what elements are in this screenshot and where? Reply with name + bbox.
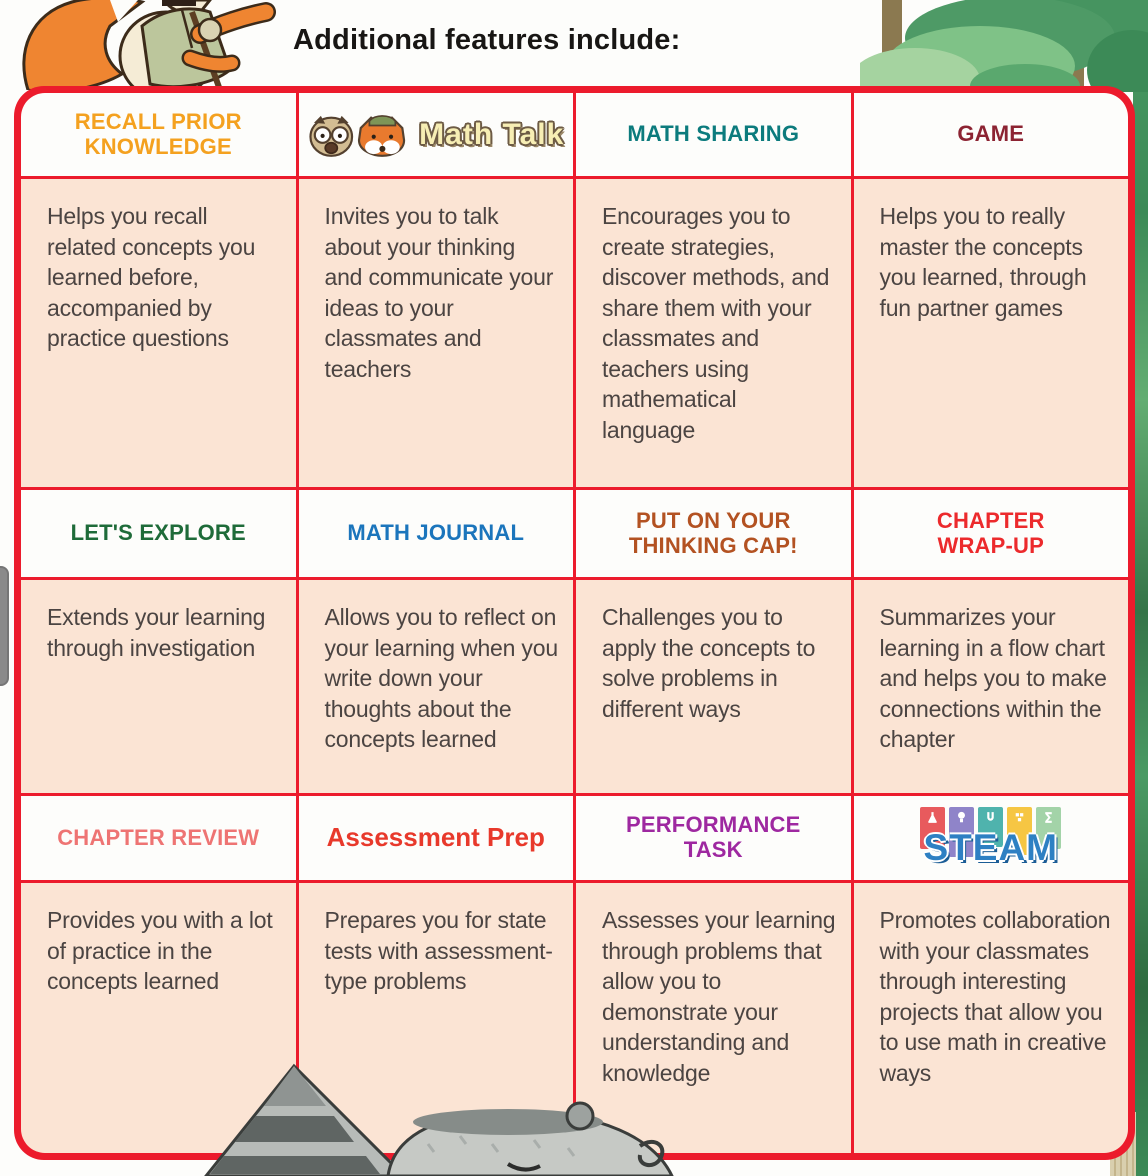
description-assessment-prep: Prepares you for state tests with assessment-type problems bbox=[299, 883, 574, 1153]
owl-and-fox-faces-icon bbox=[307, 112, 411, 158]
raccoon-character-illustration bbox=[88, 1052, 700, 1176]
page-title: Additional features include: bbox=[293, 24, 681, 56]
description-recall-prior-knowledge: Helps you recall related concepts you learned before, accompanied by practice questions bbox=[21, 179, 296, 487]
description-chapter-review: Provides you with a lot of practice in the concepts learned bbox=[21, 883, 296, 1153]
description-math-journal: Allows you to reflect on your learning when you write down your thoughts about the concepts learned bbox=[299, 580, 574, 793]
header-game bbox=[854, 93, 1129, 176]
description-chapter-wrap-up: Summarizes your learning in a flow chart and helps you to make connections within the chapter bbox=[854, 580, 1129, 793]
header-label: CHAPTER WRAP-UP bbox=[936, 507, 1045, 558]
header-math-talk bbox=[299, 93, 574, 176]
header-thinking-cap bbox=[576, 490, 851, 577]
description-lets-explore: Extends your learning through investigation bbox=[21, 580, 296, 793]
header-label: RECALL PRIOR KNOWLEDGE bbox=[74, 108, 242, 159]
description-performance-task: Assesses your learning through problems that allow you to demonstrate your understanding and knowledge bbox=[576, 883, 851, 1153]
trees-top-illustration bbox=[860, 0, 1148, 92]
header-steam bbox=[854, 796, 1129, 880]
header-chapter-review bbox=[21, 796, 296, 880]
header-label: STEAM bbox=[923, 827, 1058, 869]
header-label: MATH JOURNAL bbox=[347, 520, 525, 546]
description-math-sharing: Encourages you to create strategies, discover methods, and share them with your classmates and teachers using mathematical language bbox=[576, 179, 851, 487]
header-chapter-wrap-up bbox=[854, 490, 1129, 577]
trees-right-strip-illustration bbox=[1133, 0, 1148, 1176]
scrollbar-thumb[interactable] bbox=[0, 566, 9, 686]
header-assessment-prep bbox=[299, 796, 574, 880]
header-performance-task bbox=[576, 796, 851, 880]
header-lets-explore bbox=[21, 490, 296, 577]
header-math-sharing bbox=[576, 93, 851, 176]
fox-character-illustration bbox=[14, 0, 282, 90]
header-label: Math Talk bbox=[419, 117, 565, 151]
header-math-journal bbox=[299, 490, 574, 577]
header-label: MATH SHARING bbox=[627, 121, 800, 147]
header-label: LET'S EXPLORE bbox=[70, 520, 246, 546]
description-math-talk: Invites you to talk about your thinking and communicate your ideas to your classmates and teachers bbox=[299, 179, 574, 487]
description-thinking-cap: Challenges you to apply the concepts to solve problems in different ways bbox=[576, 580, 851, 793]
header-label: Assessment Prep bbox=[326, 822, 545, 853]
header-label: CHAPTER REVIEW bbox=[57, 824, 260, 850]
header-label: PERFORMANCE TASK bbox=[625, 812, 801, 862]
header-recall-prior-knowledge bbox=[21, 93, 296, 176]
header-label: GAME bbox=[957, 121, 1025, 147]
steam-logo bbox=[920, 807, 1061, 868]
header-label: PUT ON YOUR THINKING CAP! bbox=[628, 507, 798, 558]
description-game: Helps you to really master the concepts you learned, through fun partner games bbox=[854, 179, 1129, 487]
description-steam: Promotes collaboration with your classmates through interesting projects that allow you to use math in creative ways bbox=[854, 883, 1129, 1153]
features-table bbox=[14, 86, 1135, 1160]
